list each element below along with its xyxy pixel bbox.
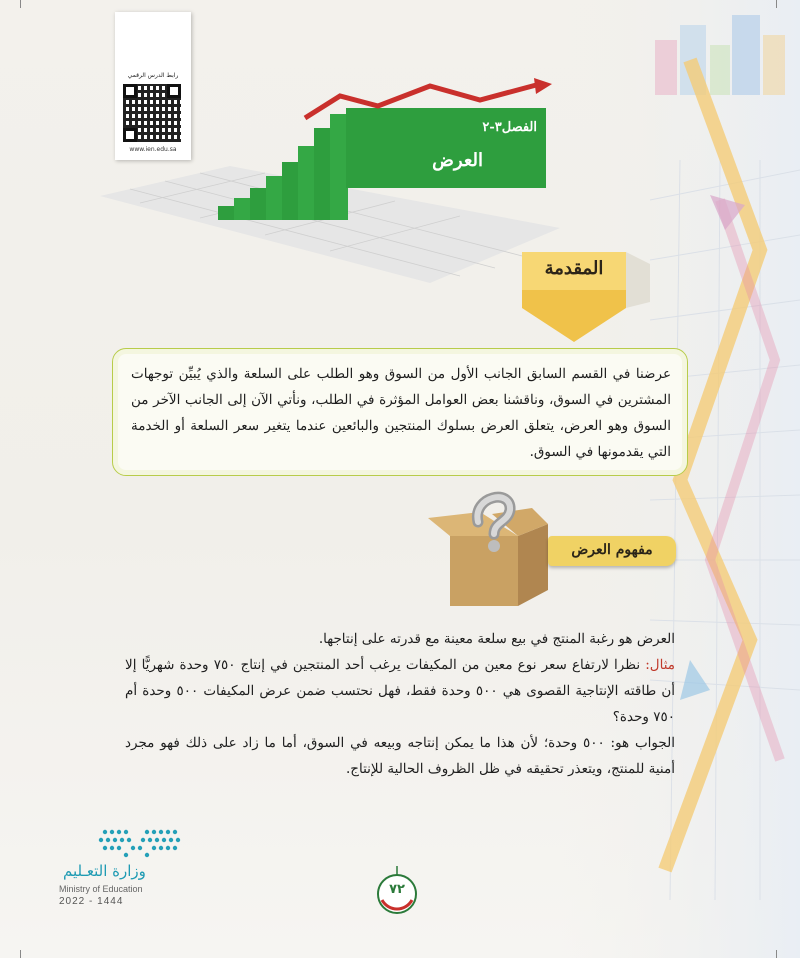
crop-mark bbox=[20, 0, 21, 8]
qr-title: رابط الدرس الرقمي bbox=[127, 72, 179, 79]
intro-heading: المقدمة bbox=[544, 258, 604, 279]
ministry-name-ar: وزارة التعـليم bbox=[63, 862, 146, 880]
example-text: نظرا لارتفاع سعر نوع معين من المكيفات يرغب أحد المنتجين في إنتاج ٧٥٠ وحدة شهريًّا إلا أن طاقته الإنتاجية القصوى هي ٥٠٠ وحدة فقط، فهل نحتسب ضمن عرض المكيفات ٥٠٠ وحدة أم ٧٥٠ وحدة؟ bbox=[125, 657, 676, 725]
page-number: ٧٢ bbox=[389, 882, 405, 897]
crop-mark bbox=[776, 0, 777, 8]
concept-heading: مفهوم العرض bbox=[571, 542, 653, 558]
concept-body bbox=[125, 626, 675, 782]
qr-url: www.ien.edu.sa bbox=[129, 146, 177, 153]
chapter-banner bbox=[387, 108, 547, 186]
answer-paragraph: الجواب هو: ٥٠٠ وحدة؛ لأن هذا ما يمكن إنتاجه وبيعه في السوق، أما ما زاد على ذلك فهو مجرد أمنية للمنتج، ويتعذر تحقيقه في ظل الظروف الحالية للإنتاج. bbox=[125, 735, 675, 777]
example-label: مثال: bbox=[645, 657, 675, 673]
ministry-name-en: Ministry of Education bbox=[59, 884, 143, 894]
crop-mark bbox=[20, 950, 21, 958]
vision-dots-icon bbox=[55, 824, 195, 864]
concept-heading-tab bbox=[548, 536, 676, 566]
intro-frame bbox=[112, 348, 688, 476]
example-paragraph bbox=[125, 652, 675, 730]
intro-paragraph: عرضنا في القسم السابق الجانب الأول من السوق وهو الطلب على السلعة والذي يُبيِّن توجهات المشترين في السوق، وناقشنا بعض العوامل المؤثرة في الطلب، ونأتي الآن إلى الجانب الآخر من السوق وهو العرض، يتعلق العرض بسلوك المنتجين والبائعين عندما يتغير سعر السلعة أو الخدمة التي يقدمونها في السوق. bbox=[131, 366, 671, 460]
decorative-side-graphic bbox=[560, 0, 800, 958]
box-with-question-mark-illustration bbox=[420, 478, 560, 610]
chapter-title: العرض bbox=[432, 150, 483, 171]
ministry-logo bbox=[55, 824, 195, 912]
page-number-emblem bbox=[370, 864, 424, 918]
crop-mark bbox=[776, 950, 777, 958]
definition-paragraph: العرض هو رغبة المنتج في بيع سلعة معينة مع قدرته على إنتاجها. bbox=[318, 631, 675, 647]
intro-heading-badge bbox=[518, 246, 658, 346]
edition-year: 2022 - 1444 bbox=[59, 896, 124, 907]
chapter-number: الفصل٣-٢ bbox=[482, 120, 537, 135]
